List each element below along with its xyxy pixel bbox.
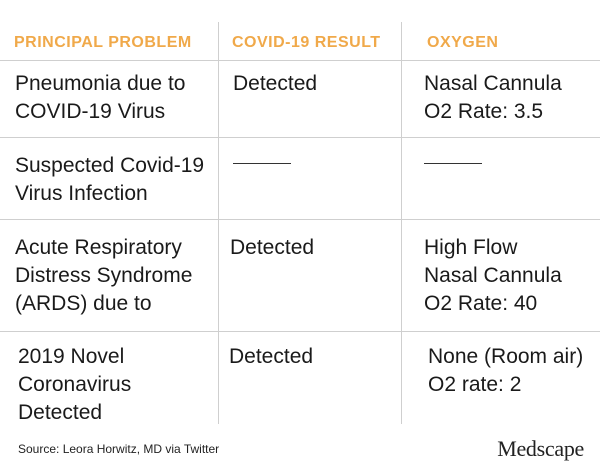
source-note: Source: Leora Horwitz, MD via Twitter <box>18 442 220 456</box>
row-3-oxygen-line: O2 Rate: 40 <box>424 292 538 315</box>
row-2-result-empty-dash <box>233 163 291 164</box>
row-divider <box>0 219 600 220</box>
row-4-oxygen <box>428 343 583 399</box>
row-2-oxygen-empty-dash <box>424 163 482 164</box>
row-4-problem-line: Detected <box>18 401 103 424</box>
row-1-problem-line: COVID-19 Virus <box>15 100 166 123</box>
medscape-logo: Medscape <box>497 436 584 461</box>
row-3-result: Detected <box>230 236 315 259</box>
row-2-problem-line: Suspected Covid-19 <box>15 154 205 177</box>
row-4-result: Detected <box>229 345 314 368</box>
row-4-problem-line: Coronavirus <box>18 373 132 396</box>
row-divider <box>0 137 600 138</box>
row-3-problem-line: Acute Respiratory <box>15 236 182 259</box>
row-4-oxygen-line: None (Room air) <box>428 345 584 368</box>
row-1-result: Detected <box>233 72 318 95</box>
header-covid-result: COVID-19 RESULT <box>232 34 381 51</box>
row-1-problem <box>15 70 185 126</box>
row-1-oxygen-line: Nasal Cannula <box>424 72 562 95</box>
row-1-problem-line: Pneumonia due to <box>15 72 186 95</box>
row-4-oxygen-line: O2 rate: 2 <box>428 373 522 396</box>
row-1-oxygen-line: O2 Rate: 3.5 <box>424 100 544 123</box>
row-divider <box>0 60 600 61</box>
row-2-problem <box>15 152 204 208</box>
column-divider <box>218 22 219 424</box>
row-2-problem-line: Virus Infection <box>15 182 148 205</box>
row-3-problem <box>15 234 192 318</box>
row-3-problem-line: Distress Syndrome <box>15 264 193 287</box>
row-1-oxygen <box>424 70 562 126</box>
row-4-problem <box>18 343 131 427</box>
column-divider <box>401 22 402 424</box>
row-3-oxygen <box>424 234 562 318</box>
header-oxygen: OXYGEN <box>427 34 499 51</box>
row-3-oxygen-line: Nasal Cannula <box>424 264 562 287</box>
header-principal-problem: PRINCIPAL PROBLEM <box>14 34 192 51</box>
row-4-problem-line: 2019 Novel <box>18 345 125 368</box>
row-3-oxygen-line: High Flow <box>424 236 518 259</box>
row-divider <box>0 331 600 332</box>
row-3-problem-line: (ARDS) due to <box>15 292 152 315</box>
